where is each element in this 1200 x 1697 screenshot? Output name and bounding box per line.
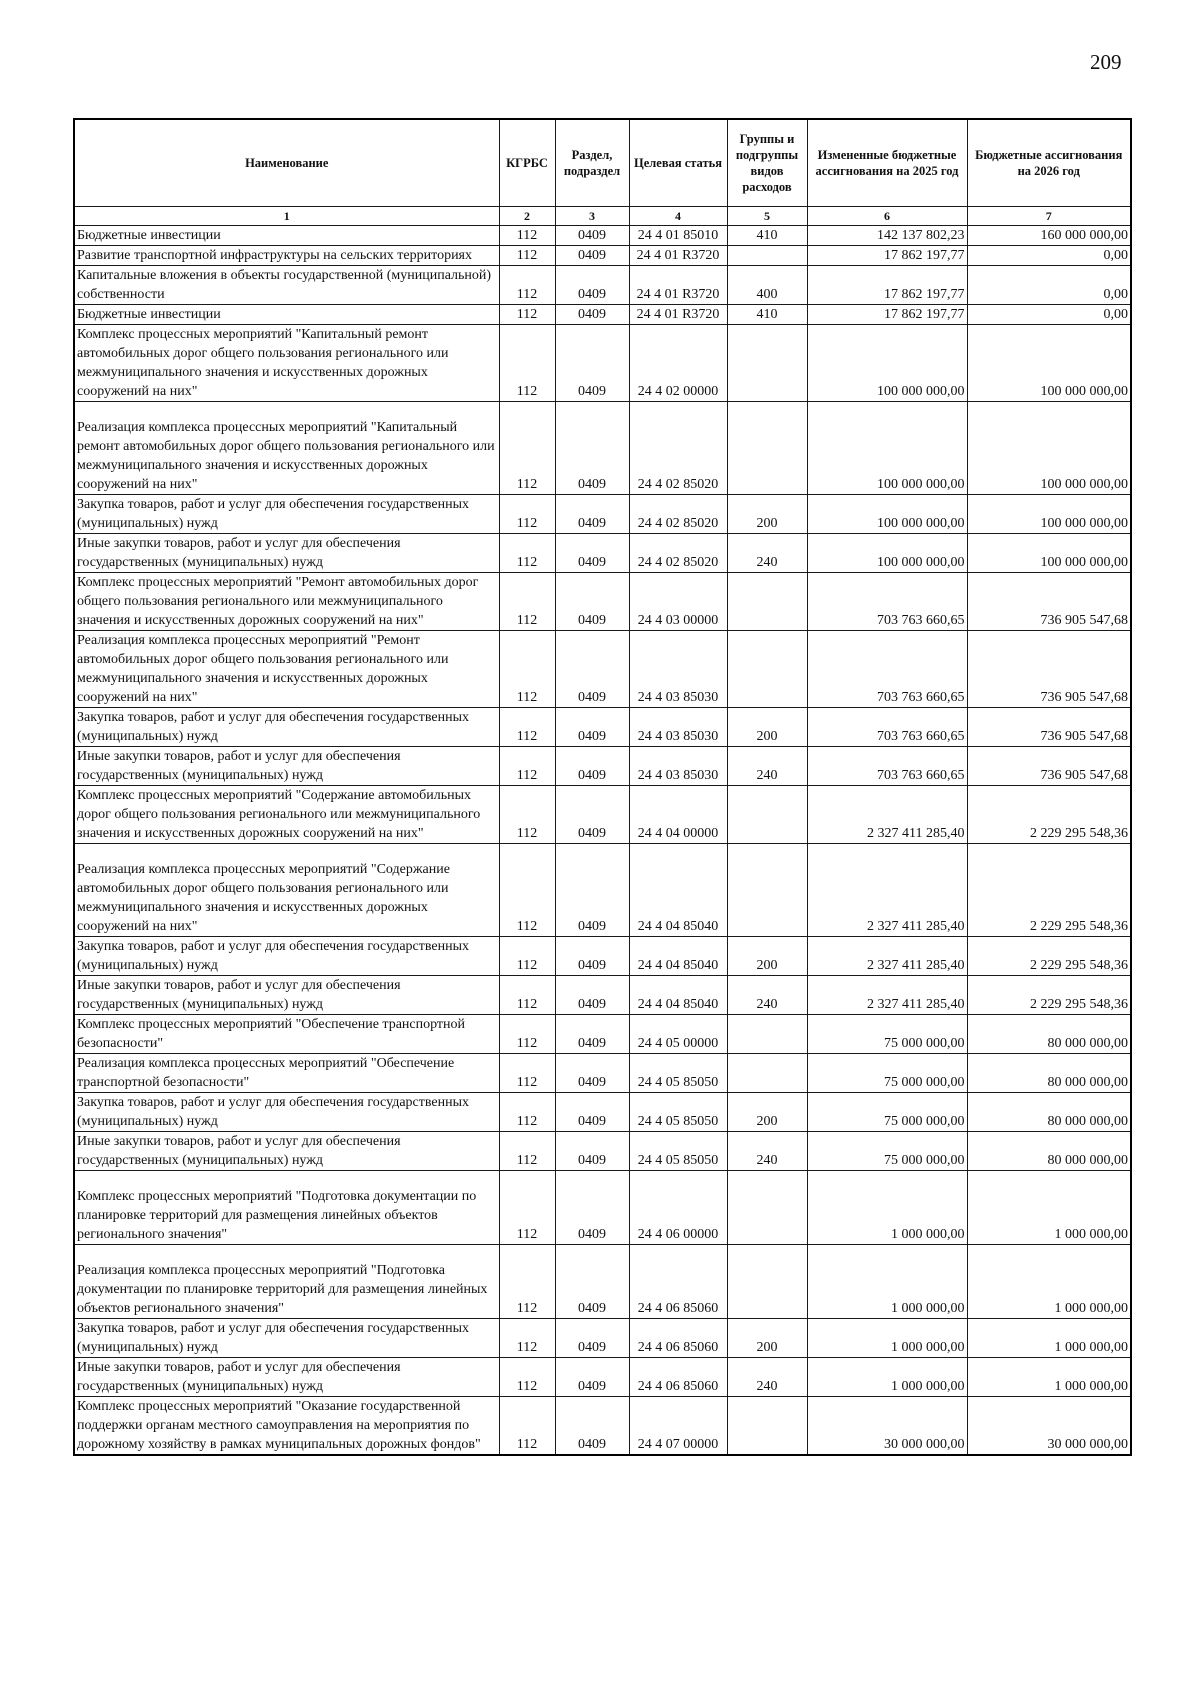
cell-target: 24 4 03 85030 <box>629 708 727 747</box>
header-budget-2026: Бюджетные ассигнования на 2026 год <box>967 119 1131 207</box>
cell-amount-2026: 80 000 000,00 <box>967 1132 1131 1171</box>
cell-group <box>727 325 807 402</box>
cell-amount-2026: 1 000 000,00 <box>967 1358 1131 1397</box>
cell-kgrbs: 112 <box>499 305 555 325</box>
table-row <box>74 1319 1131 1358</box>
cell-group <box>727 402 807 495</box>
cell-name: Комплекс процессных мероприятий "Подготовка документации по планировке территорий для размещения линейных объектов регионального значения" <box>74 1171 499 1245</box>
cell-section: 0409 <box>555 305 629 325</box>
cell-section: 0409 <box>555 1132 629 1171</box>
cell-section: 0409 <box>555 747 629 786</box>
cell-group: 240 <box>727 1358 807 1397</box>
table-row <box>74 1358 1131 1397</box>
cell-section: 0409 <box>555 976 629 1015</box>
cell-section: 0409 <box>555 1358 629 1397</box>
cell-group: 200 <box>727 1319 807 1358</box>
cell-amount-2026: 736 905 547,68 <box>967 631 1131 708</box>
table-row <box>74 246 1131 266</box>
cell-group <box>727 1054 807 1093</box>
header-section: Раздел, подраздел <box>555 119 629 207</box>
cell-section: 0409 <box>555 1054 629 1093</box>
cell-amount-2025: 703 763 660,65 <box>807 631 967 708</box>
column-number: 7 <box>967 207 1131 226</box>
cell-group <box>727 844 807 937</box>
cell-section: 0409 <box>555 1319 629 1358</box>
cell-kgrbs: 112 <box>499 1358 555 1397</box>
column-number: 3 <box>555 207 629 226</box>
table-row <box>74 631 1131 708</box>
cell-kgrbs: 112 <box>499 976 555 1015</box>
cell-kgrbs: 112 <box>499 1397 555 1456</box>
cell-section: 0409 <box>555 1397 629 1456</box>
cell-name: Реализация комплекса процессных мероприятий "Содержание автомобильных дорог общего пользования регионального или межмуниципального значения и искусственных дорожных сооружений на них" <box>74 844 499 937</box>
cell-section: 0409 <box>555 495 629 534</box>
cell-amount-2026: 160 000 000,00 <box>967 226 1131 246</box>
cell-group <box>727 1397 807 1456</box>
cell-group <box>727 246 807 266</box>
cell-section: 0409 <box>555 1171 629 1245</box>
table-row <box>74 1132 1131 1171</box>
cell-section: 0409 <box>555 786 629 844</box>
cell-section: 0409 <box>555 325 629 402</box>
cell-amount-2025: 2 327 411 285,40 <box>807 976 967 1015</box>
cell-amount-2025: 17 862 197,77 <box>807 246 967 266</box>
cell-name: Бюджетные инвестиции <box>74 305 499 325</box>
column-number-row <box>74 207 1131 226</box>
cell-name: Комплекс процессных мероприятий "Капитальный ремонт автомобильных дорог общего пользования регионального или межмуниципального значения и искусственных дорожных сооружений на них" <box>74 325 499 402</box>
cell-kgrbs: 112 <box>499 1132 555 1171</box>
cell-target: 24 4 05 85050 <box>629 1054 727 1093</box>
cell-target: 24 4 02 85020 <box>629 534 727 573</box>
table-row <box>74 1054 1131 1093</box>
cell-section: 0409 <box>555 534 629 573</box>
table-row <box>74 1245 1131 1319</box>
cell-target: 24 4 05 00000 <box>629 1015 727 1054</box>
cell-name: Реализация комплекса процессных мероприятий "Ремонт автомобильных дорог общего пользования регионального или межмуниципального значения и искусственных дорожных сооружений на них" <box>74 631 499 708</box>
cell-name: Реализация комплекса процессных мероприятий "Подготовка документации по планировке территорий для размещения линейных объектов регионального значения" <box>74 1245 499 1319</box>
cell-name: Комплекс процессных мероприятий "Обеспечение транспортной безопасности" <box>74 1015 499 1054</box>
cell-amount-2025: 17 862 197,77 <box>807 266 967 305</box>
cell-amount-2026: 2 229 295 548,36 <box>967 937 1131 976</box>
cell-kgrbs: 112 <box>499 1171 555 1245</box>
cell-name: Бюджетные инвестиции <box>74 226 499 246</box>
column-number: 5 <box>727 207 807 226</box>
cell-amount-2025: 2 327 411 285,40 <box>807 786 967 844</box>
header-kgrbs: КГРБС <box>499 119 555 207</box>
cell-group: 200 <box>727 1093 807 1132</box>
cell-group <box>727 631 807 708</box>
cell-target: 24 4 04 85040 <box>629 937 727 976</box>
table-row <box>74 786 1131 844</box>
cell-target: 24 4 07 00000 <box>629 1397 727 1456</box>
column-number: 6 <box>807 207 967 226</box>
cell-amount-2025: 142 137 802,23 <box>807 226 967 246</box>
cell-name: Комплекс процессных мероприятий "Содержание автомобильных дорог общего пользования регионального или межмуниципального значения и искусственных дорожных сооружений на них" <box>74 786 499 844</box>
column-number: 4 <box>629 207 727 226</box>
cell-target: 24 4 06 00000 <box>629 1171 727 1245</box>
header-row <box>74 119 1131 207</box>
table-row <box>74 708 1131 747</box>
cell-amount-2025: 1 000 000,00 <box>807 1319 967 1358</box>
cell-group: 200 <box>727 937 807 976</box>
column-number: 2 <box>499 207 555 226</box>
cell-section: 0409 <box>555 937 629 976</box>
cell-amount-2026: 1 000 000,00 <box>967 1171 1131 1245</box>
table-row <box>74 266 1131 305</box>
cell-amount-2025: 100 000 000,00 <box>807 534 967 573</box>
cell-amount-2025: 703 763 660,65 <box>807 573 967 631</box>
header-target: Целевая статья <box>629 119 727 207</box>
cell-name: Закупка товаров, работ и услуг для обеспечения государственных (муниципальных) нужд <box>74 1319 499 1358</box>
cell-section: 0409 <box>555 1093 629 1132</box>
table-row <box>74 305 1131 325</box>
cell-amount-2026: 1 000 000,00 <box>967 1319 1131 1358</box>
cell-amount-2026: 2 229 295 548,36 <box>967 976 1131 1015</box>
cell-name: Иные закупки товаров, работ и услуг для обеспечения государственных (муниципальных) нужд <box>74 976 499 1015</box>
cell-group: 240 <box>727 1132 807 1171</box>
cell-amount-2025: 1 000 000,00 <box>807 1171 967 1245</box>
page-number: 209 <box>1090 50 1122 74</box>
cell-section: 0409 <box>555 1015 629 1054</box>
cell-target: 24 4 04 85040 <box>629 844 727 937</box>
cell-section: 0409 <box>555 844 629 937</box>
header-groups: Группы и подгруппы видов расходов <box>727 119 807 207</box>
cell-amount-2025: 75 000 000,00 <box>807 1132 967 1171</box>
cell-target: 24 4 02 85020 <box>629 495 727 534</box>
table-row <box>74 325 1131 402</box>
cell-amount-2025: 30 000 000,00 <box>807 1397 967 1456</box>
cell-group: 410 <box>727 305 807 325</box>
cell-target: 24 4 06 85060 <box>629 1319 727 1358</box>
table-row <box>74 495 1131 534</box>
table-row <box>74 1093 1131 1132</box>
cell-section: 0409 <box>555 631 629 708</box>
table-row <box>74 976 1131 1015</box>
table-row <box>74 937 1131 976</box>
cell-section: 0409 <box>555 573 629 631</box>
cell-amount-2026: 2 229 295 548,36 <box>967 844 1131 937</box>
cell-amount-2025: 703 763 660,65 <box>807 708 967 747</box>
cell-amount-2026: 80 000 000,00 <box>967 1054 1131 1093</box>
cell-group <box>727 1015 807 1054</box>
cell-group <box>727 786 807 844</box>
table-row <box>74 1015 1131 1054</box>
cell-amount-2025: 703 763 660,65 <box>807 747 967 786</box>
cell-amount-2025: 2 327 411 285,40 <box>807 937 967 976</box>
cell-name: Реализация комплекса процессных мероприятий "Обеспечение транспортной безопасности" <box>74 1054 499 1093</box>
cell-target: 24 4 05 85050 <box>629 1093 727 1132</box>
cell-amount-2026: 100 000 000,00 <box>967 402 1131 495</box>
table-row <box>74 534 1131 573</box>
cell-target: 24 4 01 R3720 <box>629 266 727 305</box>
cell-amount-2025: 1 000 000,00 <box>807 1245 967 1319</box>
cell-name: Иные закупки товаров, работ и услуг для обеспечения государственных (муниципальных) нужд <box>74 1132 499 1171</box>
cell-group <box>727 1245 807 1319</box>
cell-amount-2026: 30 000 000,00 <box>967 1397 1131 1456</box>
cell-kgrbs: 112 <box>499 534 555 573</box>
cell-amount-2026: 100 000 000,00 <box>967 495 1131 534</box>
cell-amount-2025: 1 000 000,00 <box>807 1358 967 1397</box>
cell-kgrbs: 112 <box>499 266 555 305</box>
cell-kgrbs: 112 <box>499 1015 555 1054</box>
cell-amount-2026: 1 000 000,00 <box>967 1245 1131 1319</box>
cell-kgrbs: 112 <box>499 1093 555 1132</box>
cell-amount-2026: 80 000 000,00 <box>967 1015 1131 1054</box>
cell-target: 24 4 01 R3720 <box>629 246 727 266</box>
cell-amount-2026: 736 905 547,68 <box>967 747 1131 786</box>
cell-target: 24 4 03 85030 <box>629 747 727 786</box>
cell-group: 200 <box>727 708 807 747</box>
cell-amount-2026: 0,00 <box>967 246 1131 266</box>
table-row <box>74 844 1131 937</box>
table-row <box>74 573 1131 631</box>
cell-kgrbs: 112 <box>499 1245 555 1319</box>
cell-target: 24 4 03 85030 <box>629 631 727 708</box>
cell-amount-2025: 75 000 000,00 <box>807 1015 967 1054</box>
cell-group: 200 <box>727 495 807 534</box>
cell-target: 24 4 03 00000 <box>629 573 727 631</box>
cell-amount-2025: 17 862 197,77 <box>807 305 967 325</box>
cell-section: 0409 <box>555 246 629 266</box>
table-row <box>74 747 1131 786</box>
cell-group: 240 <box>727 747 807 786</box>
table-row <box>74 1397 1131 1456</box>
cell-name: Комплекс процессных мероприятий "Ремонт автомобильных дорог общего пользования регионального или межмуниципального значения и искусственных дорожных сооружений на них" <box>74 573 499 631</box>
cell-name: Капитальные вложения в объекты государственной (муниципальной) собственности <box>74 266 499 305</box>
cell-amount-2025: 2 327 411 285,40 <box>807 844 967 937</box>
cell-amount-2026: 100 000 000,00 <box>967 534 1131 573</box>
table-row <box>74 402 1131 495</box>
cell-section: 0409 <box>555 708 629 747</box>
cell-group: 400 <box>727 266 807 305</box>
cell-section: 0409 <box>555 402 629 495</box>
cell-amount-2025: 100 000 000,00 <box>807 325 967 402</box>
cell-target: 24 4 06 85060 <box>629 1358 727 1397</box>
table-row <box>74 1171 1131 1245</box>
cell-amount-2026: 736 905 547,68 <box>967 573 1131 631</box>
cell-kgrbs: 112 <box>499 937 555 976</box>
cell-group <box>727 1171 807 1245</box>
table-row <box>74 226 1131 246</box>
cell-group: 410 <box>727 226 807 246</box>
cell-kgrbs: 112 <box>499 631 555 708</box>
cell-name: Закупка товаров, работ и услуг для обеспечения государственных (муниципальных) нужд <box>74 495 499 534</box>
cell-kgrbs: 112 <box>499 1319 555 1358</box>
cell-amount-2026: 2 229 295 548,36 <box>967 786 1131 844</box>
cell-kgrbs: 112 <box>499 402 555 495</box>
header-changed-2025: Измененные бюджетные ассигнования на 2025 год <box>807 119 967 207</box>
cell-name: Комплекс процессных мероприятий "Оказание государственной поддержки органам местного самоуправления на мероприятия по дорожному хозяйству в рамках муниципальных дорожных фондов" <box>74 1397 499 1456</box>
cell-target: 24 4 01 85010 <box>629 226 727 246</box>
cell-target: 24 4 06 85060 <box>629 1245 727 1319</box>
cell-section: 0409 <box>555 226 629 246</box>
cell-amount-2025: 100 000 000,00 <box>807 495 967 534</box>
cell-kgrbs: 112 <box>499 747 555 786</box>
cell-target: 24 4 05 85050 <box>629 1132 727 1171</box>
cell-amount-2025: 75 000 000,00 <box>807 1093 967 1132</box>
cell-name: Иные закупки товаров, работ и услуг для обеспечения государственных (муниципальных) нужд <box>74 747 499 786</box>
cell-name: Иные закупки товаров, работ и услуг для обеспечения государственных (муниципальных) нужд <box>74 534 499 573</box>
cell-kgrbs: 112 <box>499 226 555 246</box>
cell-kgrbs: 112 <box>499 786 555 844</box>
cell-amount-2026: 0,00 <box>967 266 1131 305</box>
column-number: 1 <box>74 207 499 226</box>
cell-section: 0409 <box>555 266 629 305</box>
cell-amount-2026: 80 000 000,00 <box>967 1093 1131 1132</box>
cell-target: 24 4 02 85020 <box>629 402 727 495</box>
cell-amount-2026: 736 905 547,68 <box>967 708 1131 747</box>
cell-kgrbs: 112 <box>499 708 555 747</box>
cell-kgrbs: 112 <box>499 325 555 402</box>
cell-target: 24 4 01 R3720 <box>629 305 727 325</box>
cell-amount-2026: 100 000 000,00 <box>967 325 1131 402</box>
cell-name: Развитие транспортной инфраструктуры на сельских территориях <box>74 246 499 266</box>
cell-target: 24 4 04 85040 <box>629 976 727 1015</box>
cell-amount-2026: 0,00 <box>967 305 1131 325</box>
cell-group <box>727 573 807 631</box>
cell-name: Реализация комплекса процессных мероприятий "Капитальный ремонт автомобильных дорог общего пользования регионального или межмуниципального значения и искусственных дорожных сооружений на них" <box>74 402 499 495</box>
cell-name: Закупка товаров, работ и услуг для обеспечения государственных (муниципальных) нужд <box>74 937 499 976</box>
cell-kgrbs: 112 <box>499 844 555 937</box>
cell-group: 240 <box>727 976 807 1015</box>
cell-amount-2025: 75 000 000,00 <box>807 1054 967 1093</box>
budget-table <box>73 118 1132 1456</box>
cell-name: Иные закупки товаров, работ и услуг для обеспечения государственных (муниципальных) нужд <box>74 1358 499 1397</box>
cell-section: 0409 <box>555 1245 629 1319</box>
cell-amount-2025: 100 000 000,00 <box>807 402 967 495</box>
cell-name: Закупка товаров, работ и услуг для обеспечения государственных (муниципальных) нужд <box>74 708 499 747</box>
cell-kgrbs: 112 <box>499 1054 555 1093</box>
cell-kgrbs: 112 <box>499 573 555 631</box>
cell-group: 240 <box>727 534 807 573</box>
cell-target: 24 4 02 00000 <box>629 325 727 402</box>
cell-kgrbs: 112 <box>499 495 555 534</box>
cell-name: Закупка товаров, работ и услуг для обеспечения государственных (муниципальных) нужд <box>74 1093 499 1132</box>
cell-target: 24 4 04 00000 <box>629 786 727 844</box>
header-name: Наименование <box>74 119 499 207</box>
cell-kgrbs: 112 <box>499 246 555 266</box>
